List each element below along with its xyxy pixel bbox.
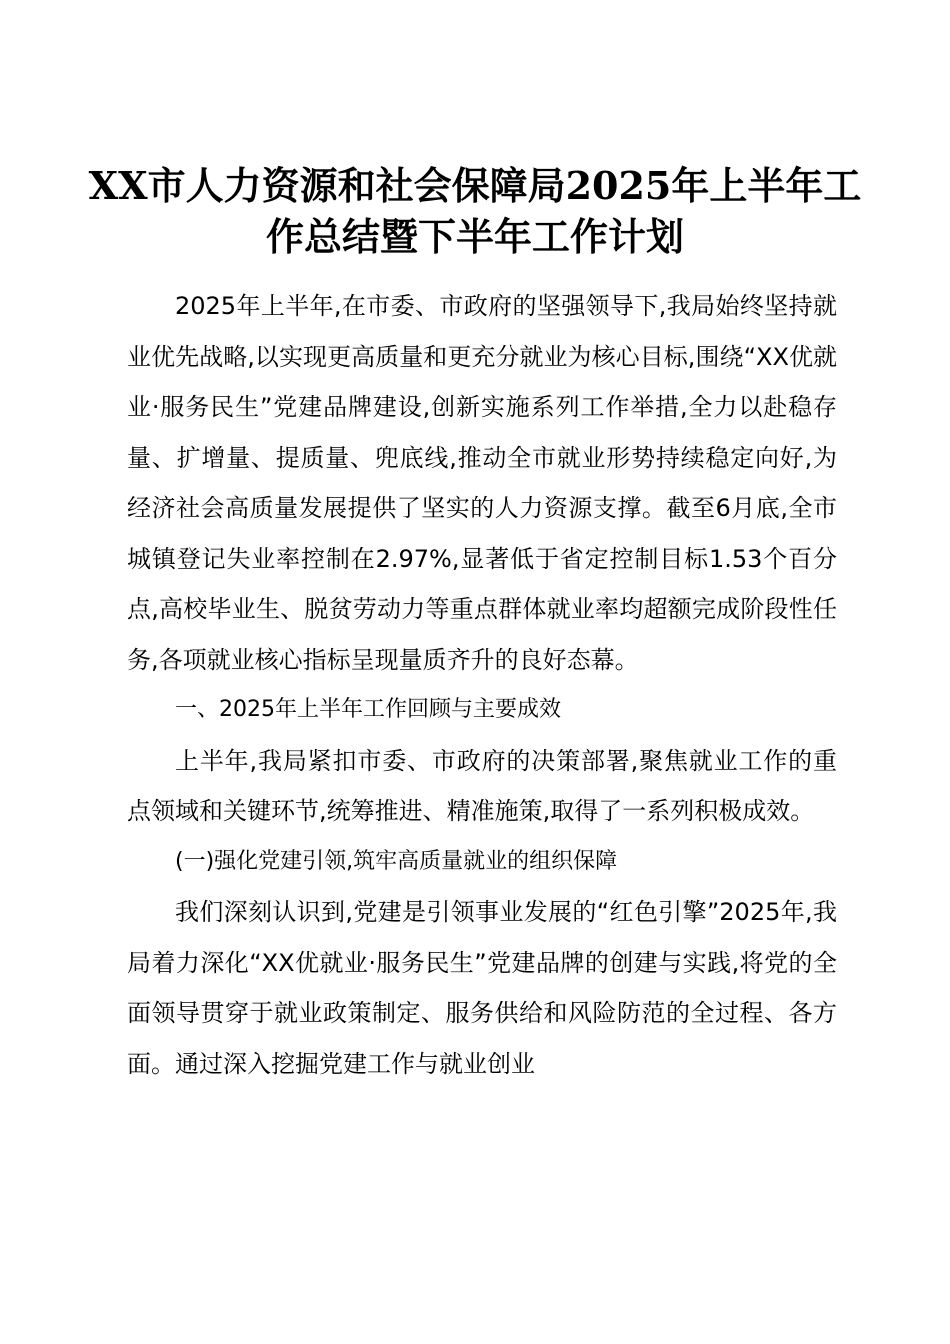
- section-heading-1: 一、2025年上半年工作回顾与主要成效: [175, 697, 561, 722]
- section-1-paragraph: 上半年,我局紧扣市委、市政府的决策部署,聚焦就业工作的重点领域和关键环节,统筹推进、精准施策,取得了一系列积极成效。: [127, 746, 837, 825]
- intro-paragraph: 2025年上半年,在市委、市政府的坚强领导下,我局始终坚持就业优先战略,以实现更高质量和更充分就业为核心目标,围绕“XX优就业·服务民生”党建品牌建设,创新实施系列工作举措,全力以赴稳存量、扩增量、提质量、兜底线,推动全市就业形势持续稳定向好,为经济社会高质量发展提供了坚实的人力资源支撑。截至6月底,全市城镇登记失业率控制在2.97%,显著低于省定控制目标1.53个百分点,高校毕业生、脱贫劳动力等重点群体就业率均超额完成阶段性任务,各项就业核心指标呈现量质齐升的良好态幕。: [127, 292, 837, 674]
- subsection-1-paragraph: 我们深刻认识到,党建是引领事业发展的“红色引擎”2025年,我局着力深化“XX优就业·服务民生”党建品牌的创建与实践,将党的全面领导贯穿于就业政策制定、服务供给和风险防范的全过程、各方面。通过深入挖掘党建工作与就业创业: [127, 898, 837, 1078]
- subsection-heading-1: (一)强化党建引领,筑牢高质量就业的组织保障: [175, 848, 618, 874]
- document-title: XX市人力资源和社会保障局2025年上半年工作总结暨下半年工作计划: [88, 163, 862, 259]
- document-body: [127, 281, 837, 1089]
